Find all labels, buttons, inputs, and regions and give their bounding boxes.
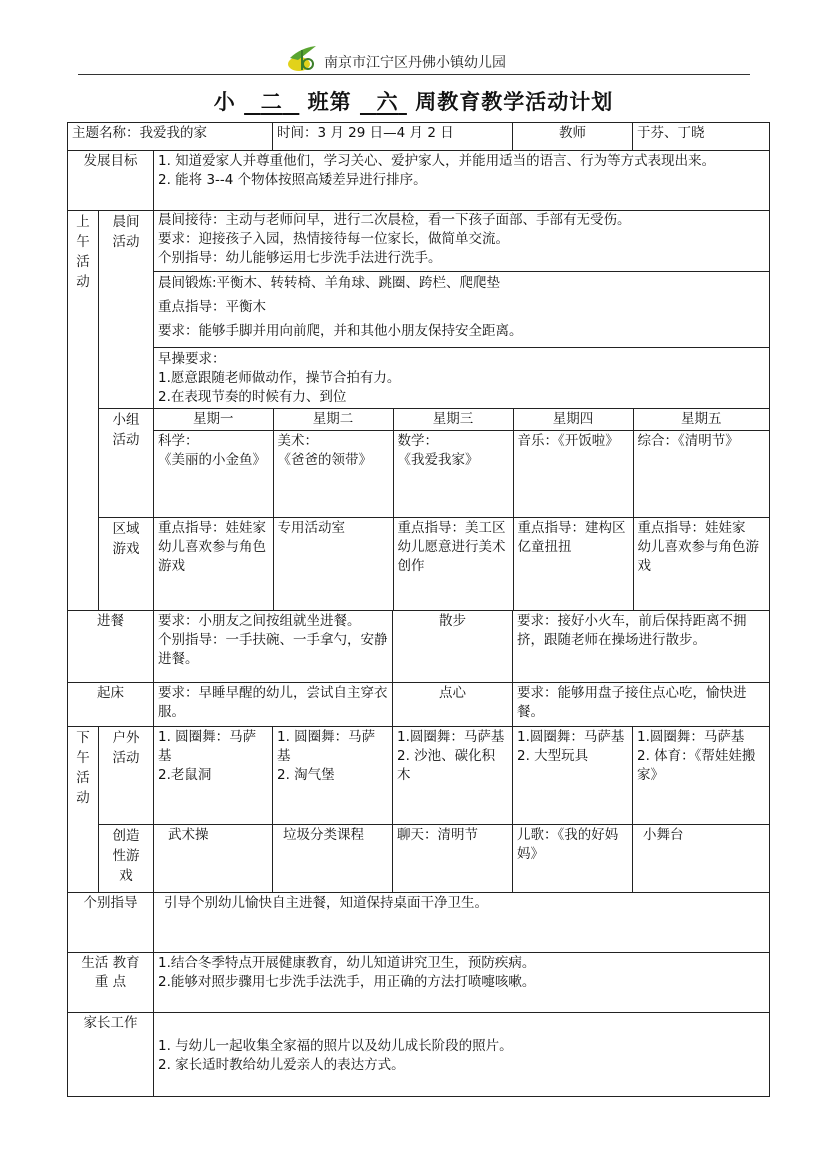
weekday-header-wed: 星期三 <box>393 409 513 431</box>
morning-activity-content <box>154 211 770 409</box>
guidance-content: 引导个别幼儿愉快自主进餐，知道保持桌面干净卫生。 <box>154 892 770 952</box>
goals-row <box>68 151 770 211</box>
group-activity-label: 小组活动 <box>99 409 154 518</box>
area-game-row <box>68 517 770 610</box>
reception-block: 晨间接待：主动与老师问早，进行二次晨检，看一下孩子面部、手部有无受伤。 要求：迎接孩子入园，热情接待每一位家长，做简单交流。 个别指导：幼儿能够运用七步洗手法进行洗手。 <box>158 212 631 266</box>
parents-label: 家长工作 <box>68 1012 154 1096</box>
life-education-row <box>68 952 770 1012</box>
afternoon-section-label: 下午活动 <box>68 726 99 892</box>
parents-content: 1. 与幼儿一起收集全家福的照片以及幼儿成长阶段的照片。 2. 家长适时教给幼儿爱亲人的表达方式。 <box>154 1012 770 1096</box>
creative-cell-tue: 垃圾分类课程 <box>273 824 393 892</box>
area-game-label: 区域游戏 <box>99 517 154 610</box>
plan-table <box>67 122 770 1097</box>
header-divider <box>78 74 750 75</box>
teacher-names: 于芬、丁晓 <box>633 123 770 151</box>
meal-row <box>68 610 770 682</box>
group-cell-fri: 综合：《清明节》 <box>633 431 769 517</box>
outdoor-label: 户外活动 <box>99 726 154 824</box>
group-activity-grid <box>154 409 770 518</box>
exercise-block: 晨间锻炼:平衡木、转转椅、羊角球、跳圈、跨栏、爬爬垫 重点指导：平衡木 要求：能够手脚并用向前爬，并和其他小朋友保持安全距离。 <box>154 271 769 341</box>
morning-activity-row <box>68 211 770 409</box>
meal-right: 要求：接好小火车，前后保持距离不拥挤，跟随老师在操场进行散步。 <box>513 610 770 682</box>
info-row <box>68 123 770 151</box>
theme-cell: 主题名称：我爱我的家 <box>68 123 273 151</box>
parents-row <box>68 1012 770 1096</box>
area-game-grid <box>154 517 770 610</box>
creative-label: 创造性游戏 <box>99 824 154 892</box>
life-education-content: 1.结合冬季特点开展健康教育，幼儿知道讲究卫生，预防疾病。 2.能够对照步骤用七步洗手法洗手，用正确的方法打喷嚏咳嗽。 <box>154 952 770 1012</box>
weekday-header-mon: 星期一 <box>154 409 273 431</box>
title-suffix: 周教育教学活动计划 <box>415 89 614 114</box>
wake-row <box>68 682 770 726</box>
group-cell-tue: 美术： 《爸爸的领带》 <box>273 431 393 517</box>
wake-left: 要求：早睡早醒的幼儿，尝试自主穿衣服。 <box>154 682 393 726</box>
group-cell-mon: 科学： 《美丽的小金鱼》 <box>154 431 273 517</box>
group-cell-thu: 音乐：《开饭啦》 <box>513 431 633 517</box>
creative-cell-mon: 武术操 <box>154 824 273 892</box>
school-name: 南京市江宁区丹佛小镇幼儿园 <box>324 55 506 71</box>
goals-label: 发展目标 <box>68 151 154 211</box>
page-title <box>0 86 827 116</box>
area-cell-fri: 重点指导：娃娃家 幼儿喜欢参与角色游戏 <box>637 519 759 574</box>
wake-label: 起床 <box>68 682 154 726</box>
meal-left: 要求：小朋友之间按组就坐进餐。 个别指导：一手扶碗、一手拿勺，安静进餐。 <box>154 610 393 682</box>
meal-label: 进餐 <box>68 610 154 682</box>
creative-cell-thu: 儿歌：《我的好妈妈》 <box>513 824 633 892</box>
group-cell-wed: 数学： 《我爱我家》 <box>393 431 513 517</box>
title-week-number: 六 <box>376 89 399 114</box>
weekday-header-thu: 星期四 <box>513 409 633 431</box>
life-education-label: 生活 教育 重 点 <box>68 952 154 1012</box>
outdoor-cell-wed: 1.圆圈舞：马萨基 2. 沙池、碳化积木 <box>393 726 513 824</box>
gymnastics-block: 早操要求： 1.愿意跟随老师做动作，操节合拍有力。 2.在表现节奏的时候有力、到位 <box>154 347 769 407</box>
morning-section-label: 上午活动 <box>68 211 99 611</box>
outdoor-row <box>68 726 770 824</box>
goals-content: 1. 知道爱家人并尊重他们，学习关心、爱护家人，并能用适当的语言、行为等方式表现出来。 2. 能将 3--4 个物体按照高矮差异进行排序。 <box>154 151 770 211</box>
weekday-header-fri: 星期五 <box>633 409 769 431</box>
wake-middle: 点心 <box>393 682 513 726</box>
title-class-number: 二 <box>260 89 283 114</box>
title-prefix: 小 <box>213 89 236 114</box>
area-cell-mon: 重点指导：娃娃家 幼儿喜欢参与角色游戏 <box>154 518 273 610</box>
teacher-label: 教师 <box>513 123 633 151</box>
title-middle: 班第 <box>307 89 352 114</box>
weekday-header-tue: 星期二 <box>273 409 393 431</box>
guidance-label: 个别指导 <box>68 892 154 952</box>
meal-middle: 散步 <box>393 610 513 682</box>
time-cell: 时间：3 月 29 日—4 月 2 日 <box>273 123 513 151</box>
wake-right: 要求：能够用盘子接住点心吃，愉快进餐。 <box>513 682 770 726</box>
outdoor-cell-mon: 1. 圆圈舞：马萨基 2.老鼠洞 <box>154 726 273 824</box>
outdoor-cell-thu: 1.圆圈舞：马萨基 2. 大型玩具 <box>513 726 633 824</box>
group-activity-row <box>68 409 770 518</box>
weekday-table <box>154 409 769 517</box>
page-header <box>78 44 750 76</box>
area-cell-wed: 重点指导：美工区 幼儿愿意进行美术创作 <box>393 518 513 610</box>
area-cell-thu: 重点指导：建构区 亿童扭扭 <box>513 518 633 610</box>
creative-row <box>68 824 770 892</box>
outdoor-cell-fri: 1.圆圈舞：马萨基 2. 体育：《帮娃娃搬家》 <box>633 726 770 824</box>
area-cell-tue: 专用活动室 <box>273 518 393 610</box>
outdoor-cell-tue: 1. 圆圈舞：马萨基 2. 淘气堡 <box>273 726 393 824</box>
guidance-row <box>68 892 770 952</box>
school-logo-icon <box>286 44 320 74</box>
morning-activity-label: 晨间活动 <box>99 211 154 409</box>
creative-cell-wed: 聊天：清明节 <box>393 824 513 892</box>
creative-cell-fri: 小舞台 <box>633 824 770 892</box>
